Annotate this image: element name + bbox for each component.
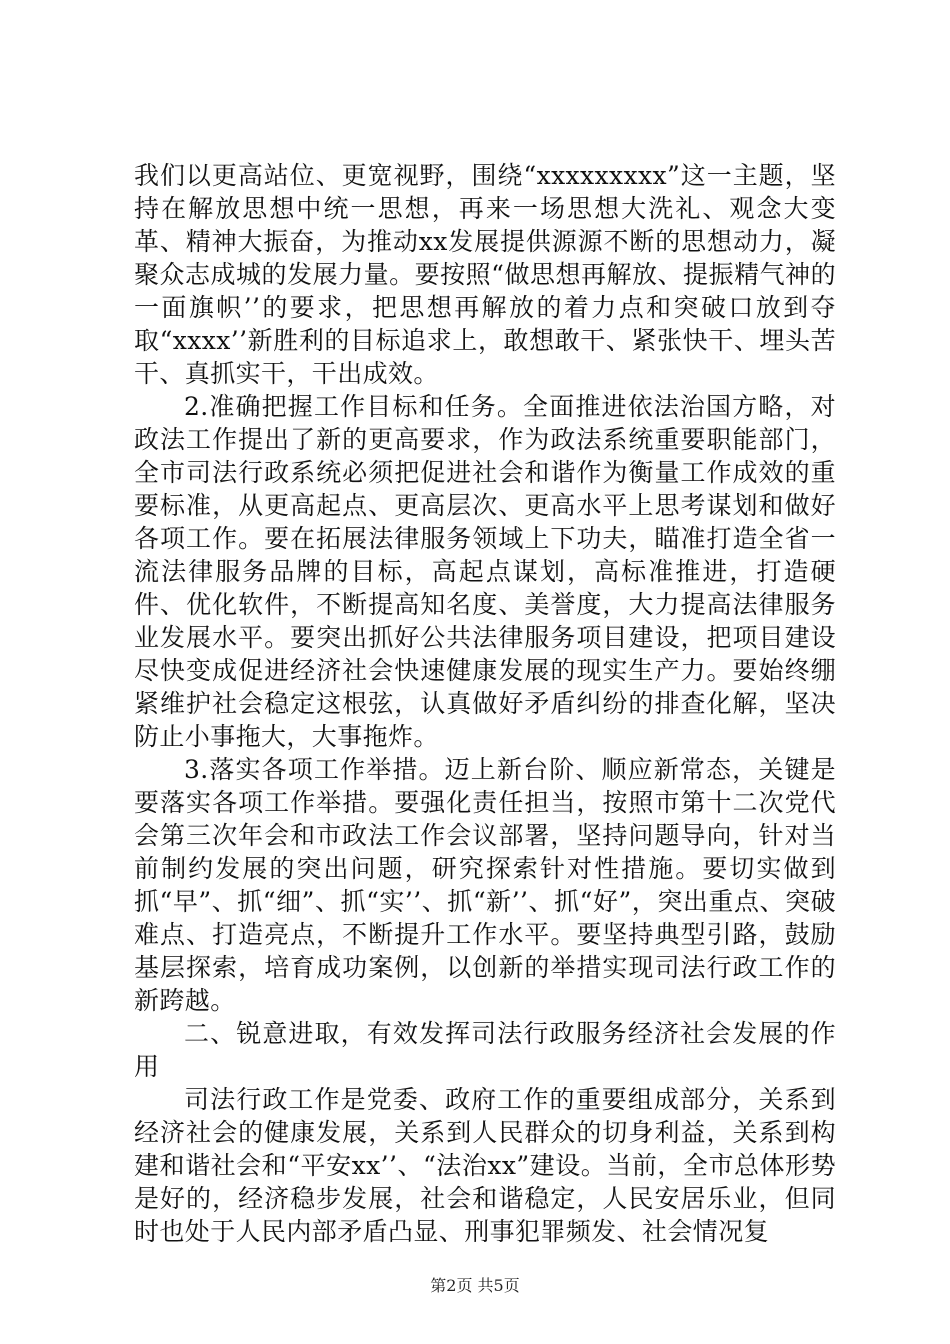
page-number-footer: 第2页 共5页 xyxy=(430,1276,520,1295)
document-body xyxy=(134,159,836,1248)
section-heading-two: 二、锐意进取，有效发挥司法行政服务经济社会发展的作用 xyxy=(134,1019,836,1081)
paragraph-goals-and-tasks: 2.准确把握工作目标和任务。全面推进依法治国方略，对政法工作提出了新的更高要求，作为政法系统重要职能部门，全市司法行政系统必须把促进社会和谐作为衡量工作成效的重要标准，从更高起点、更高层次、更高水平上思考谋划和做好各项工作。要在拓展法律服务领域上下功夫，瞄准打造全省一流法律服务品牌的目标，高起点谋划，高标准推进，打造硬件、优化软件，不断提高知名度、美誉度，大力提高法律服务业发展水平。要突出抓好公共法律服务项目建设，把项目建设尽快变成促进经济社会快速健康发展的现实生产力。要始终绷紧维护社会稳定这根弦，认真做好矛盾纠纷的排查化解，坚决防止小事拖大，大事拖炸。 xyxy=(134,392,836,751)
paragraph-judicial-administration: 司法行政工作是党委、政府工作的重要组成部分，关系到经济社会的健康发展，关系到人民群众的切身利益，关系到构建和谐社会和“平安xx’’、“法治xx”建设。当前，全市总体形势是好的，经济稳步发展，社会和谐稳定，人民安居乐业，但同时也处于人民内部矛盾凸显、刑事犯罪频发、社会情况复 xyxy=(134,1085,836,1246)
paragraph-work-measures: 3.落实各项工作举措。迈上新台阶、顺应新常态，关键是要落实各项工作举措。要强化责任担当，按照市第十二次党代会第三次年会和市政法工作会议部署，坚持问题导向，针对当前制约发展的突出问题，研究探索针对性措施。要切实做到抓“早”、抓“细”、抓“实’’、抓“新’’、抓“好”，突出重点、突破难点、打造亮点，不断提升工作水平。要坚持典型引路，鼓励基层探索，培育成功案例，以创新的举措实现司法行政工作的新跨越。 xyxy=(134,755,836,1015)
paragraph-continuation: 我们以更高站位、更宽视野，围绕“xxxxxxxxx”这一主题，坚持在解放思想中统一思想，再来一场思想大洗礼、观念大变革、精神大振奋，为推动xx发展提供源源不断的思想动力，凝聚众志成城的发展力量。要按照“做思想再解放、提振精气神的一面旗帜’’的要求，把思想再解放的着力点和突破口放到夺取“xxxx’’新胜利的目标追求上，敢想敢干、紧张快干、埋头苦干、真抓实干，干出成效。 xyxy=(134,161,836,388)
